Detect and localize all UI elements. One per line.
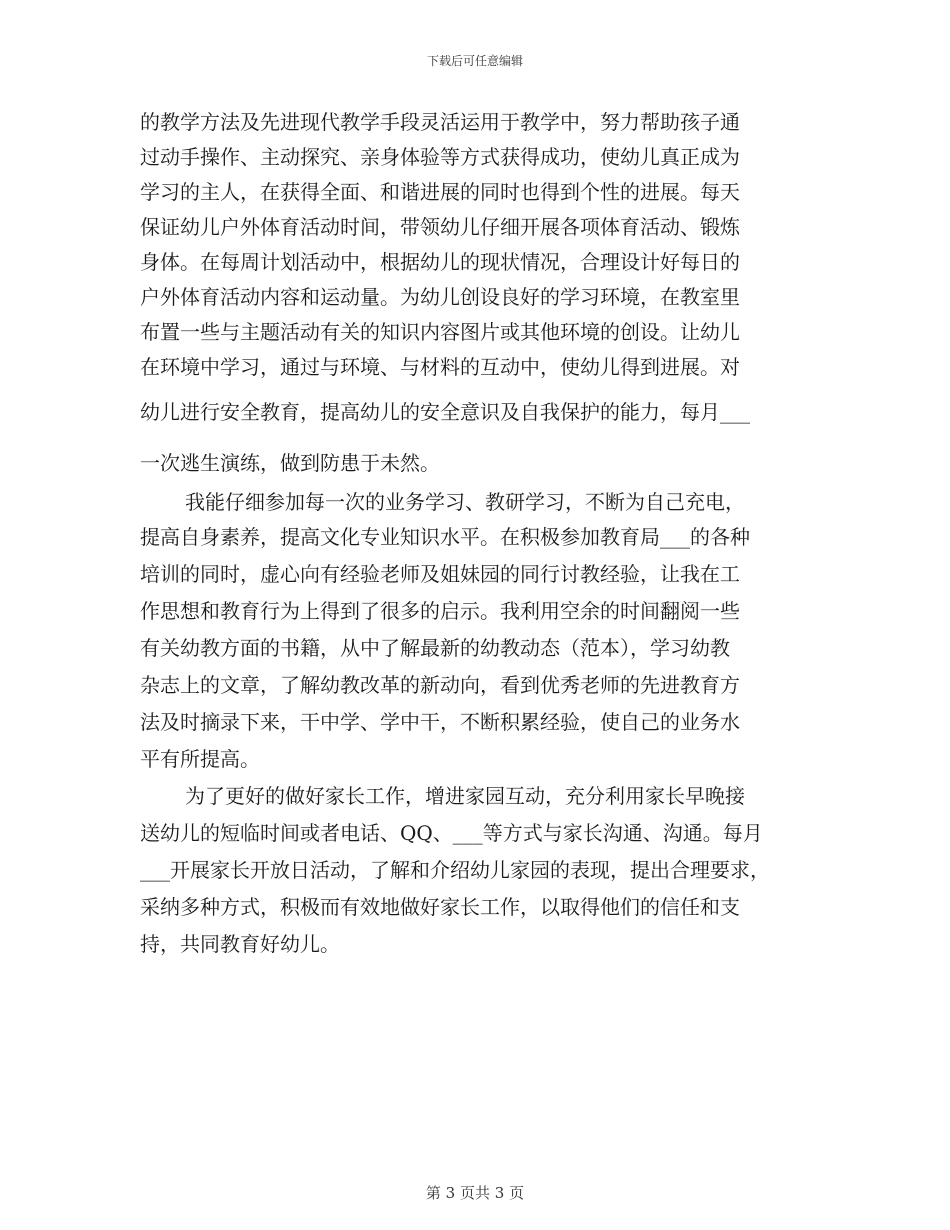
paragraph-3-line-1: 为了更好的做好家长工作，增进家园互动，充分利用家长早晚接 (185, 784, 745, 808)
page-footer: 第 3 页共 3 页 (425, 1184, 525, 1202)
paragraph-1-line-3: 学习的主人，在获得全面、和谐进展的同时也得到个性的进展。每天 (140, 180, 740, 204)
paragraph-2-line-4: 作思想和教育行为上得到了很多的启示。我利用空余的时间翻阅一些 (140, 599, 740, 623)
paragraph-2-line-1: 我能仔细参加每一次的业务学习、教研学习，不断为自己充电， (185, 490, 745, 514)
paragraph-1-line-5: 身体。在每周计划活动中，根据幼儿的现状情况，合理设计好每日的 (140, 250, 740, 274)
paragraph-1-line-1: 的教学方法及先进现代教学手段灵活运用于教学中，努力帮助孩子通 (140, 110, 740, 134)
paragraph-3-line-2: 送幼儿的短临时间或者电话、QQ、___等方式与家长沟通、沟通。每月 (140, 821, 763, 845)
paragraph-2-line-3: 培训的同时，虚心向有经验老师及姐妹园的同行讨教经验，让我在工 (140, 562, 740, 586)
paragraph-1-line-4: 保证幼儿户外体育活动时间，带领幼儿仔细开展各项体育活动、锻炼 (140, 215, 740, 239)
page-header: 下载后可任意编辑 (426, 54, 523, 68)
paragraph-1-line-10: 一次逃生演练，做到防患于未然。 (140, 451, 440, 475)
paragraph-1-line-2: 过动手操作、主动探究、亲身体验等方式获得成功，使幼儿真正成为 (140, 145, 740, 169)
paragraph-1-line-9: 幼儿进行安全教育，提高幼儿的安全意识及自我保护的能力，每月___ (140, 400, 750, 424)
paragraph-2-line-2: 提高自身素养，提高文化专业知识水平。在积极参加教育局___的各种 (140, 525, 750, 549)
paragraph-2-line-8: 平有所提高。 (140, 747, 260, 771)
paragraph-3-line-5: 持，共同教育好幼儿。 (140, 932, 340, 956)
paragraph-3-line-3: ___开展家长开放日活动，了解和介绍幼儿家园的表现，提出合理要求， (140, 858, 770, 882)
paragraph-3-line-4: 采纳多种方式，积极而有效地做好家长工作，以取得他们的信任和支 (140, 895, 740, 919)
paragraph-1-line-6: 户外体育活动内容和运动量。为幼儿创设良好的学习环境，在教室里 (140, 285, 740, 309)
paragraph-1-line-8: 在环境中学习，通过与环境、与材料的互动中，使幼儿得到进展。对 (140, 355, 740, 379)
paragraph-2-line-6: 杂志上的文章，了解幼教改革的新动向，看到优秀老师的先进教育方 (140, 673, 740, 697)
paragraph-1-line-7: 布置一些与主题活动有关的知识内容图片或其他环境的创设。让幼儿 (140, 320, 740, 344)
paragraph-2-line-5: 有关幼教方面的书籍，从中了解最新的幼教动态（范本），学习幼教 (140, 636, 730, 660)
paragraph-2-line-7: 法及时摘录下来，干中学、学中干，不断积累经验，使自己的业务水 (140, 710, 740, 734)
